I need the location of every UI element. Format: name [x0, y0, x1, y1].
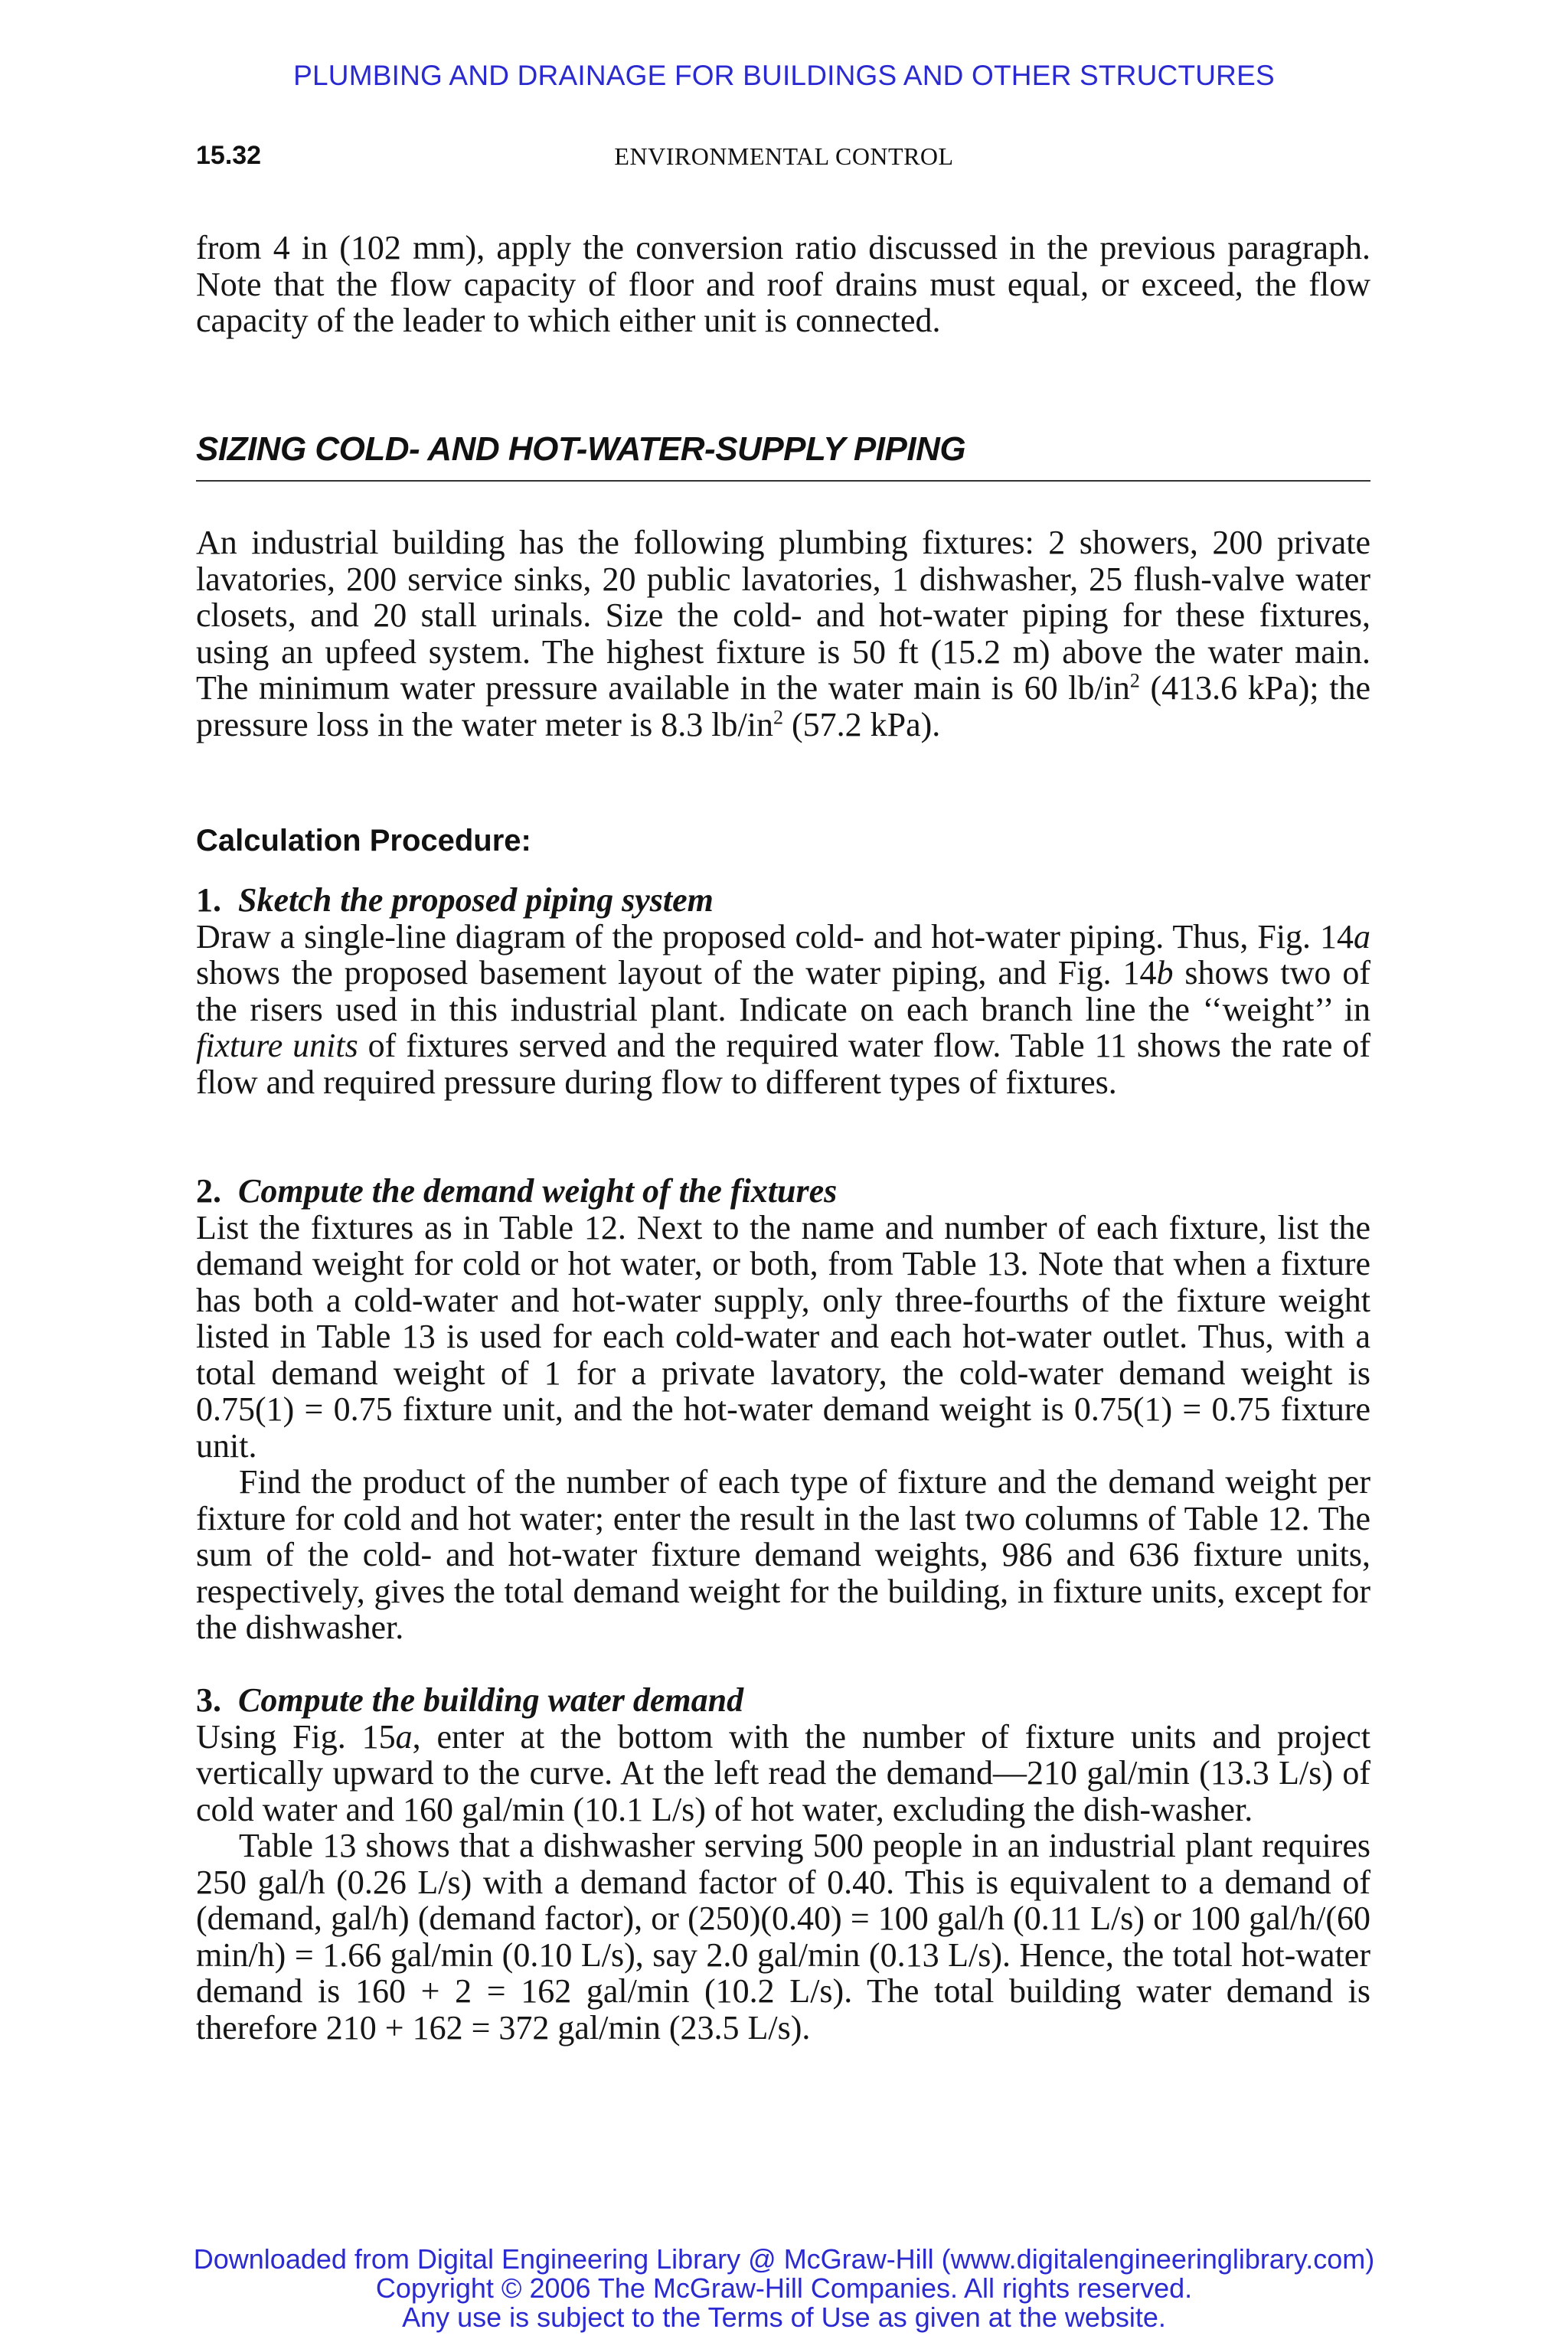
step-3-paragraph-1 — [196, 1719, 1370, 1828]
page-number: 15.32 — [196, 141, 262, 170]
text-run: Draw a single-line diagram of the proposed cold- and hot-water piping. Thus, Fig. 14 — [196, 917, 1354, 956]
section-title: SIZING COLD- AND HOT-WATER-SUPPLY PIPING — [196, 430, 966, 468]
procedure-heading: Calculation Procedure: — [196, 824, 531, 858]
superscript-2: 2 — [773, 705, 783, 728]
term-fixture-units: fixture units — [196, 1027, 358, 1064]
text-run: Using Fig. 15 — [196, 1717, 396, 1756]
step-title: Sketch the proposed piping system — [238, 881, 714, 919]
text-run: shows two of the risers used in this industrial plant. Indicate on each branch line the ‘‘weight’’ in — [196, 954, 1370, 1028]
step-2-paragraph-1: List the fixtures as in Table 12. Next to the name and number of each fixture, list the demand weight for cold or hot water, or both, from Table 13. Note that when a fixture has both a cold-water and hot-water supply, only three-fourths of the fixture weight listed in Table 13 is used for each cold-water and each hot-water outlet. Thus, with a total demand weight of 1 for a private lavatory, the cold-water demand weight is 0.75(1) = 0.75 fixture unit, and the hot-water demand weight is 0.75(1) = 0.75 fixture unit. — [196, 1208, 1370, 1465]
figure-letter: a — [1354, 917, 1370, 956]
footer-copyright: Copyright © 2006 The McGraw-Hill Companies. All rights reserved. — [375, 2272, 1193, 2304]
figure-letter: b — [1156, 954, 1174, 991]
step-number: 1. — [196, 881, 221, 919]
problem-statement-block — [196, 524, 1370, 743]
footer-download-link[interactable]: Downloaded from Digital Engineering Library @ McGraw-Hill (www.digitalengineeringlibrary.com) — [193, 2243, 1375, 2275]
text-run: of fixtures served and the required water flow. Table 11 shows the rate of flow and required pressure during flow to different types of fixtures. — [196, 1027, 1371, 1101]
step-1-paragraph — [196, 919, 1370, 1101]
text-run: , enter at the bottom with the number of fixture units and project vertically upward to the curve. At the left read the demand—210 gal/min (13.3 L/s) of cold water and 160 gal/min (10.1 L/s) of hot water, excluding the dish-washer. — [196, 1717, 1370, 1828]
step-title: Compute the building water demand — [238, 1681, 744, 1719]
step-2-block — [196, 1173, 1370, 1646]
problem-statement — [196, 524, 1370, 743]
step-1-heading — [196, 882, 1370, 919]
figure-letter: a — [395, 1717, 413, 1756]
text-run: shows the proposed basement layout of the water piping, and Fig. 14 — [196, 954, 1157, 991]
problem-text-c: (57.2 kPa). — [782, 705, 941, 743]
problem-text-a: An industrial building has the following plumbing fixtures: 2 showers, 200 private lavatories, 200 service sinks, 20 public lavatories, 1 dishwasher, 25 flush-valve water closets, and 20 stall urinals. Size the cold- and hot-water piping for these fixtures, using an upfeed system. The highest fixture is 50 ft (15.2 m) above the water main. The minimum water pressure available in the water main is 60 lb/in — [196, 524, 1370, 707]
step-1-block — [196, 882, 1370, 1100]
intro-paragraph: from 4 in (102 mm), apply the conversion ratio discussed in the previous paragraph. Note that the flow capacity of floor and roof drains must equal, or exceed, the flow capacity of the leader to which either unit is connected. — [196, 229, 1370, 339]
running-title: PLUMBING AND DRAINAGE FOR BUILDINGS AND OTHER STRUCTURES — [293, 60, 1275, 91]
step-3-heading — [196, 1682, 1370, 1719]
problem-text-b: (413.6 kPa); the pressure loss in the water meter is 8.3 lb/in — [196, 669, 1370, 743]
step-title: Compute the demand weight of the fixtures — [238, 1172, 838, 1210]
step-number: 3. — [196, 1681, 221, 1719]
step-2-paragraph-2: Find the product of the number of each type of fixture and the demand weight per fixture for cold and hot water; enter the result in the last two columns of Table 12. The sum of the cold- and hot-water fixture demand weights, 986 and 636 fixture units, respectively, gives the total demand weight for the building, in fixture units, except for the dishwasher. — [196, 1463, 1370, 1646]
step-number: 2. — [196, 1172, 221, 1210]
running-head: ENVIRONMENTAL CONTROL — [614, 142, 954, 170]
superscript-2: 2 — [1129, 669, 1140, 692]
section-divider — [196, 480, 1370, 482]
step-2-heading — [196, 1173, 1370, 1210]
step-3-paragraph-2: Table 13 shows that a dishwasher serving 500 people in an industrial plant requires 250 gal/h (0.26 L/s) with a demand factor of 0.40. This is equivalent to a demand of (demand, gal/h) (demand factor), or (250)(0.40) = 100 gal/h (0.11 L/s) or 100 gal/h/(60 min/h) = 1.66 gal/min (0.10 L/s), say 2.0 gal/min (0.13 L/s). Hence, the total hot-water demand is 160 + 2 = 162 gal/min (10.2 L/s). The total building water demand is therefore 210 + 162 = 372 gal/min (23.5 L/s). — [196, 1827, 1370, 2047]
step-3-block — [196, 1682, 1370, 2046]
footer-terms-of-use[interactable]: Any use is subject to the Terms of Use as given at the website. — [402, 2301, 1166, 2333]
intro-paragraph-block — [196, 230, 1370, 339]
